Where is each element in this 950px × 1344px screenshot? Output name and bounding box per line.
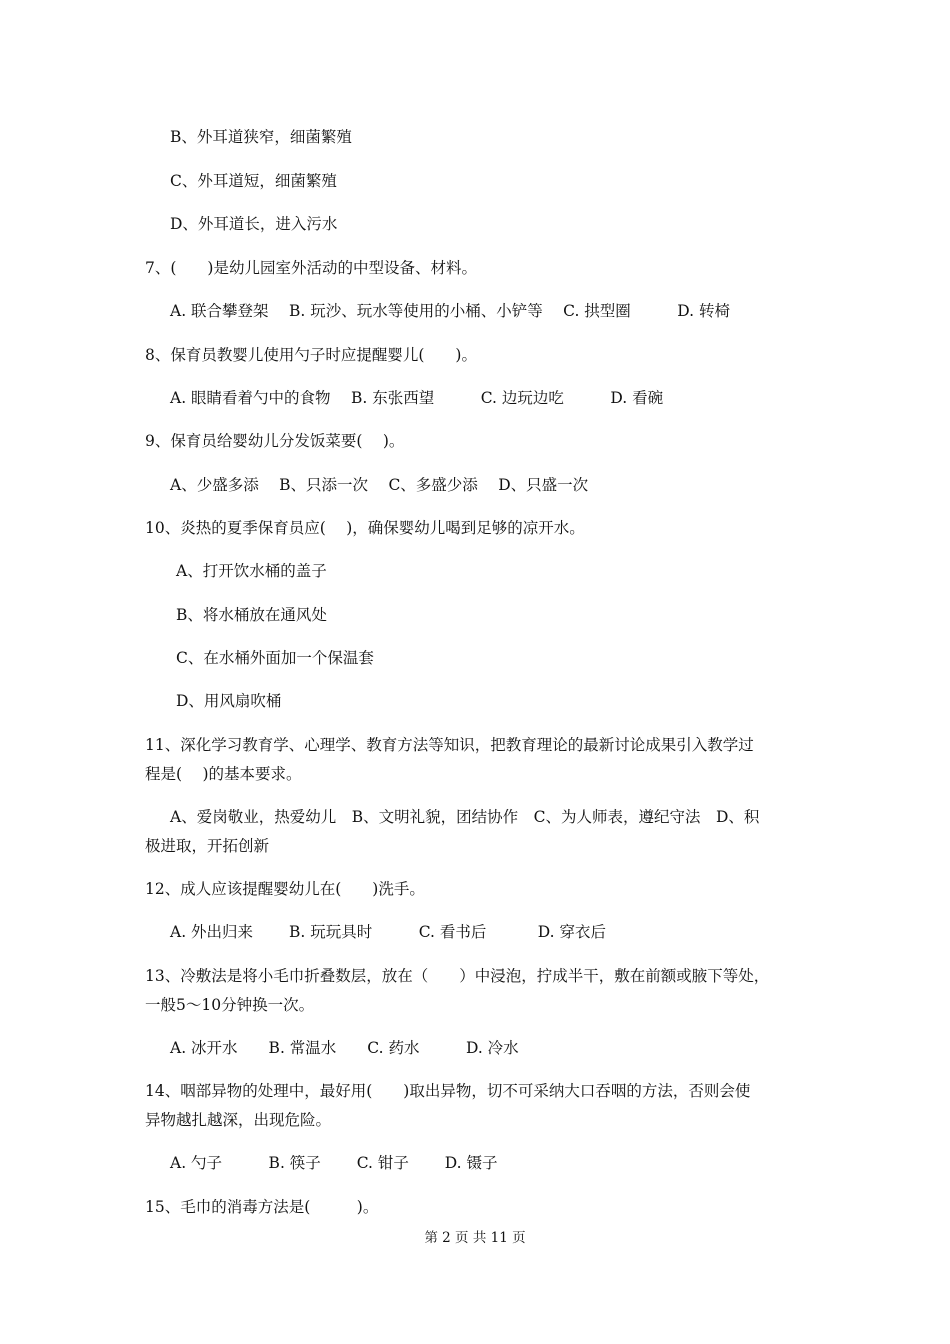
question-12-options: A. 外出归来 B. 玩玩具时 C. 看书后 D. 穿衣后 (170, 923, 607, 941)
question-10-option-c: C、在水桶外面加一个保温套 (176, 649, 374, 667)
option-line: D、外耳道长，进入污水 (170, 215, 338, 233)
question-11-cont: 程是( )的基本要求。 (145, 765, 302, 783)
question-13: 13、冷敷法是将小毛巾折叠数层，放在（ ）中浸泡，拧成半干，敷在前额或腋下等处， (145, 967, 770, 985)
question-12: 12、成人应该提醒婴幼儿在( )洗手。 (145, 880, 425, 898)
question-14-options: A. 勺子 B. 筷子 C. 钳子 D. 镊子 (170, 1154, 498, 1172)
option-line: B、外耳道狭窄，细菌繁殖 (170, 128, 352, 146)
question-11: 11、深化学习教育学、心理学、教育方法等知识，把教育理论的最新讨论成果引入教学过 (145, 736, 754, 754)
question-10-option-a: A、打开饮水桶的盖子 (176, 562, 327, 580)
question-14: 14、咽部异物的处理中，最好用( )取出异物，切不可采纳大口吞咽的方法，否则会使 (145, 1082, 751, 1100)
option-line: C、外耳道短，细菌繁殖 (170, 172, 337, 190)
question-13-cont: 一般5～10分钟换一次。 (145, 996, 315, 1014)
question-11-options-cont: 极进取，开拓创新 (145, 837, 270, 855)
question-8: 8、保育员教婴儿使用勺子时应提醒婴儿( )。 (145, 346, 477, 364)
question-7: 7、( )是幼儿园室外活动的中型设备、材料。 (145, 259, 477, 277)
question-13-options: A. 冰开水 B. 常温水 C. 药水 D. 冷水 (170, 1039, 519, 1057)
question-8-options: A. 眼睛看着勺中的食物 B. 东张西望 C. 边玩边吃 D. 看碗 (170, 389, 664, 407)
question-11-options: A、爱岗敬业，热爱幼儿 B、文明礼貌，团结协作 C、为人师表，遵纪守法 D、积 (170, 808, 760, 826)
question-7-options: A. 联合攀登架 B. 玩沙、玩水等使用的小桶、小铲等 C. 拱型圈 D. 转椅 (170, 302, 731, 320)
question-10-option-b: B、将水桶放在通风处 (176, 606, 327, 624)
question-15: 15、毛巾的消毒方法是( )。 (145, 1198, 379, 1216)
question-10-option-d: D、用风扇吹桶 (176, 692, 282, 710)
question-10: 10、炎热的夏季保育员应( )，确保婴幼儿喝到足够的凉开水。 (145, 519, 585, 537)
question-9: 9、保育员给婴幼儿分发饭菜要( )。 (145, 432, 405, 450)
question-14-cont: 异物越扎越深，出现危险。 (145, 1111, 332, 1129)
page-footer: 第 2 页 共 11 页 (424, 1230, 526, 1246)
question-9-options: A、少盛多添 B、只添一次 C、多盛少添 D、只盛一次 (170, 476, 589, 494)
